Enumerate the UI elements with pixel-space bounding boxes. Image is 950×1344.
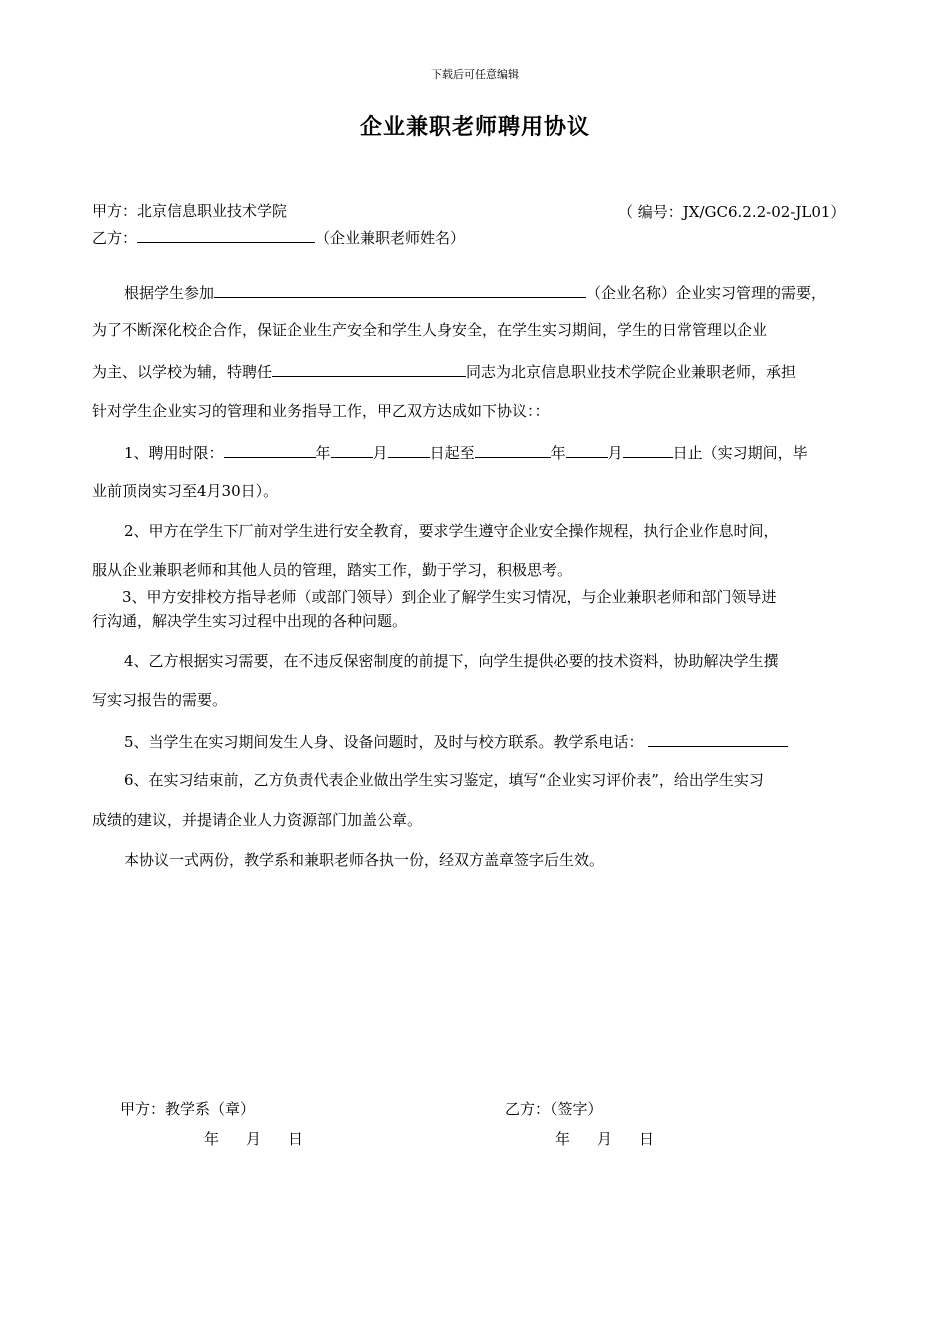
clause-2-line-2: 服从企业兼职老师和其他人员的管理，踏实工作，勤于学习，积极思考。 bbox=[92, 561, 573, 579]
phone-blank[interactable] bbox=[648, 730, 788, 747]
party-b-hint: （企业兼职老师姓名） bbox=[315, 229, 466, 247]
intro-text: 根据学生参加 bbox=[124, 284, 215, 302]
end-day-blank[interactable] bbox=[623, 441, 673, 458]
clause-2-line-1: 2、甲方在学生下厂前对学生进行安全教育，要求学生遵守企业安全操作规程，执行企业作息时间， bbox=[124, 522, 779, 540]
clause-text: 日起至 bbox=[429, 444, 475, 462]
start-month-blank[interactable] bbox=[331, 441, 373, 458]
teacher-name-blank[interactable] bbox=[137, 226, 315, 243]
header-note: 下载后可任意编辑 bbox=[431, 68, 519, 81]
clause-3-line-1: 3、甲方安排校方指导老师（或部门领导）到企业了解学生实习情况，与企业兼职老师和部门领导进 bbox=[122, 588, 777, 606]
party-a-month: 月 bbox=[246, 1130, 262, 1148]
party-a-signature-label: 甲方：教学系（章） bbox=[120, 1100, 256, 1118]
clause-6-line-2: 成绩的建议，并提请企业人力资源部门加盖公章。 bbox=[92, 811, 423, 829]
party-a-name: 北京信息职业技术学院 bbox=[137, 202, 288, 220]
clause-1-line-1 bbox=[124, 441, 867, 463]
clause-text: 1、聘用时限： bbox=[124, 444, 224, 462]
party-b-label: 乙方： bbox=[92, 229, 138, 247]
party-b-year: 年 bbox=[555, 1130, 571, 1148]
party-b-month: 月 bbox=[597, 1130, 613, 1148]
clause-text: 日止（实习期间，毕 bbox=[672, 444, 808, 462]
document-title: 企业兼职老师聘用协议 bbox=[359, 114, 590, 140]
company-name-blank[interactable] bbox=[214, 281, 586, 298]
start-year-blank[interactable] bbox=[224, 441, 316, 458]
party-a-year: 年 bbox=[204, 1130, 220, 1148]
clause-5-line-1 bbox=[124, 730, 867, 752]
clause-4-line-1: 4、乙方根据实习需要，在不违反保密制度的前提下，向学生提供必要的技术资料，协助解决学生撰 bbox=[124, 652, 779, 670]
intro-text: 为主、以学校为辅，特聘任 bbox=[92, 363, 273, 381]
intro-line-4: 针对学生企业实习的管理和业务指导工作，甲乙双方达成如下协议：： bbox=[92, 402, 550, 420]
end-month-blank[interactable] bbox=[566, 441, 608, 458]
start-day-blank[interactable] bbox=[388, 441, 430, 458]
year-word: 年 bbox=[550, 444, 566, 462]
intro-line-2: 为了不断深化校企合作，保证企业生产安全和学生人身安全，在学生实习期间，学生的日常管理以企业 bbox=[92, 321, 768, 339]
clause-text: 5、当学生在实习期间发生人身、设备问题时，及时与校方联系。教学系电话： bbox=[124, 733, 644, 751]
year-word: 年 bbox=[315, 444, 331, 462]
month-word: 月 bbox=[607, 444, 623, 462]
party-b-line bbox=[92, 226, 867, 248]
intro-line-1 bbox=[124, 281, 867, 303]
clause-1-line-2: 业前顶岗实习至4月30日）。 bbox=[92, 482, 279, 500]
clause-6-line-1: 6、在实习结束前，乙方负责代表企业做出学生实习鉴定，填写“企业实习评价表”，给出学生实习 bbox=[124, 771, 764, 789]
intro-text: 同志为北京信息职业技术学院企业兼职老师，承担 bbox=[466, 363, 797, 381]
party-b-signature-label: 乙方：（签字） bbox=[505, 1100, 603, 1118]
closing-line: 本协议一式两份，教学系和兼职老师各执一份，经双方盖章签字后生效。 bbox=[124, 851, 605, 869]
party-a-day: 日 bbox=[288, 1130, 304, 1148]
intro-text: （企业名称）企业实习管理的需要， bbox=[586, 284, 827, 302]
clause-4-line-2: 写实习报告的需要。 bbox=[92, 691, 228, 709]
document-code: （ 编号：JX/GC6.2.2-02-JL01） bbox=[618, 203, 846, 221]
end-year-blank[interactable] bbox=[475, 441, 551, 458]
party-b-day: 日 bbox=[639, 1130, 655, 1148]
month-word: 月 bbox=[372, 444, 388, 462]
appointee-blank[interactable] bbox=[272, 360, 466, 377]
intro-line-3 bbox=[92, 360, 867, 382]
clause-3-line-2: 行沟通，解决学生实习过程中出现的各种问题。 bbox=[92, 612, 408, 630]
party-a-label: 甲方： bbox=[92, 202, 138, 220]
